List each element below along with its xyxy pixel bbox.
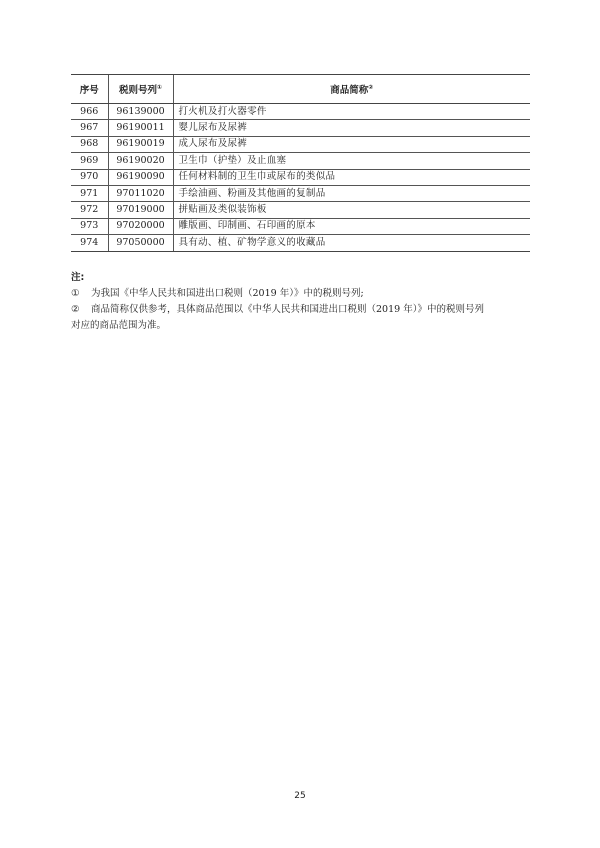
tariff-code-cell: 96190019 [108,136,173,152]
notes-section [71,270,531,334]
tariff-code-cell: 96190020 [108,153,173,169]
tariff-code-cell: 97011020 [108,185,173,201]
product-name-cell: 打火机及打火器零件 [173,104,530,120]
product-name-cell: 成人尿布及尿裤 [173,136,530,152]
note-marker: ② [71,304,80,315]
note-item [71,302,531,334]
tariff-code-cell: 96190090 [108,169,173,185]
table-row [71,104,530,120]
serial-number-cell: 974 [71,235,108,251]
table-row [71,235,530,251]
serial-number-cell: 970 [71,169,108,185]
note-text-continued: 对应的商品范围为准。 [71,320,167,331]
note-item [71,286,531,302]
page-number: 25 [294,791,306,801]
footnote-mark-2: ② [368,84,374,91]
footnote-mark-1: ① [156,84,163,91]
serial-number-cell: 973 [71,218,108,234]
table-row [71,120,530,136]
product-name-cell: 雕版画、印制画、石印画的原本 [173,218,530,234]
tariff-code-cell: 97050000 [108,235,173,251]
note-text: 为我国《中华人民共和国进出口税则（2019 年）》中的税则号列; [91,288,364,299]
header-tariff-code: 税则号列① [108,75,173,104]
table-row [71,218,530,234]
table-row [71,136,530,152]
tariff-code-cell: 97020000 [108,218,173,234]
serial-number-cell: 968 [71,136,108,152]
table-row [71,202,530,218]
serial-number-cell: 972 [71,202,108,218]
table-row [71,153,530,169]
tariff-list-table [71,74,530,252]
table-row [71,185,530,201]
note-marker: ① [71,288,80,299]
product-name-cell: 婴儿尿布及尿裤 [173,120,530,136]
tariff-code-cell: 96139000 [108,104,173,120]
serial-number-cell: 967 [71,120,108,136]
product-name-cell: 手绘油画、粉画及其他画的复制品 [173,185,530,201]
product-name-cell: 拼贴画及类似装饰板 [173,202,530,218]
table-row [71,169,530,185]
header-serial-number: 序号 [71,75,108,104]
table-header-row [71,75,530,104]
header-product-name: 商品简称② [173,75,530,104]
note-text: 商品简称仅供参考，具体商品范围以《中华人民共和国进出口税则（2019 年）》中的税则号列 [91,304,484,315]
serial-number-cell: 966 [71,104,108,120]
tariff-code-cell: 97019000 [108,202,173,218]
product-name-cell: 具有动、植、矿物学意义的收藏品 [173,235,530,251]
notes-title: 注: [71,272,85,283]
product-name-cell: 卫生巾（护垫）及止血塞 [173,153,530,169]
product-name-cell: 任何材料制的卫生巾或尿布的类似品 [173,169,530,185]
tariff-code-cell: 96190011 [108,120,173,136]
serial-number-cell: 969 [71,153,108,169]
serial-number-cell: 971 [71,185,108,201]
